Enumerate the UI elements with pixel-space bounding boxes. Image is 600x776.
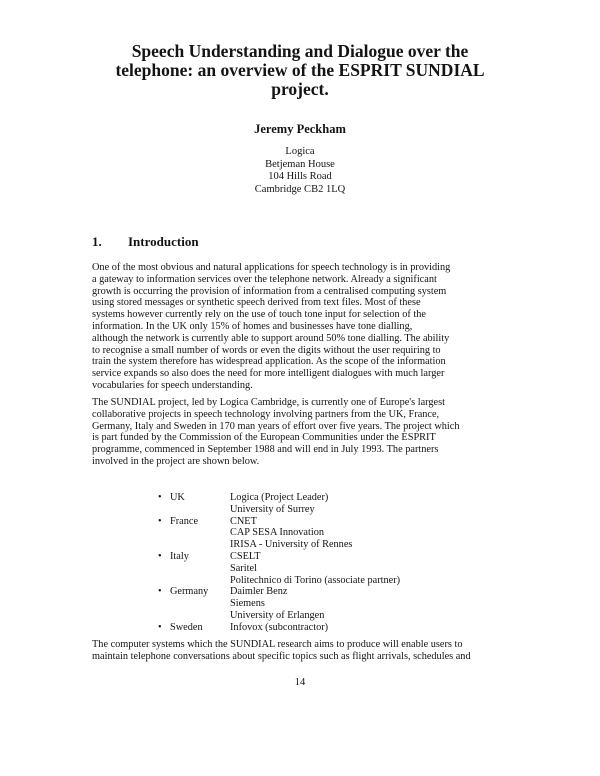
partner-list xyxy=(158,492,400,634)
text-line: train the system therefore has widespread application. As the scope of the information xyxy=(92,356,446,368)
partner-country xyxy=(158,504,230,516)
bullet-icon: • xyxy=(158,550,162,562)
partner-country xyxy=(158,551,230,563)
partner-country xyxy=(158,622,230,634)
section-heading xyxy=(92,234,199,250)
partner-row xyxy=(158,527,400,539)
partner-row xyxy=(158,539,400,551)
partner-country xyxy=(158,563,230,575)
author-name: Jeremy Peckham xyxy=(254,122,346,136)
partner-name: University of Erlangen xyxy=(230,609,325,621)
partner-country xyxy=(158,539,230,551)
partner-name: Infovox (subcontractor) xyxy=(230,621,329,633)
text-line: growth is occurring the provision of information from a centralised computing system xyxy=(92,285,447,297)
page-number: 14 xyxy=(294,677,306,688)
partner-name: CSELT xyxy=(230,550,261,562)
text-line: to recognise a small number of words or even the digits without the user requiring to xyxy=(92,344,441,356)
partner-country xyxy=(158,610,230,622)
text-line: maintain telephone conversations about specific topics such as flight arrivals, schedules and xyxy=(92,650,471,662)
text-line: vocabularies for speech understanding. xyxy=(92,379,253,391)
partner-country xyxy=(158,586,230,598)
text-line: systems however currently rely on the use of touch tone input for selection of the xyxy=(92,309,426,321)
intro-paragraph-3 xyxy=(92,639,508,663)
author-affiliation xyxy=(0,146,600,196)
text-line: programme, commenced in September 1988 and will end in July 1993. The partners xyxy=(92,444,439,456)
text-line: service expands so also does the need for more intelligent dialogues with much larger xyxy=(92,368,445,380)
partner-row xyxy=(158,575,400,587)
partner-row xyxy=(158,586,400,598)
partner-country xyxy=(158,516,230,528)
text-line: collaborative projects in speech technology involving partners from the UK, France, xyxy=(92,408,440,420)
partner-country xyxy=(158,575,230,587)
partner-row xyxy=(158,551,400,563)
title-line: telephone: an overview of the ESPRIT SUNDIAL xyxy=(115,60,485,80)
partner-name: University of Surrey xyxy=(230,503,315,515)
country-label: UK xyxy=(170,492,185,503)
text-line: although the network is currently able to support around 50% tone dialling. The ability xyxy=(92,332,450,344)
partner-row xyxy=(158,610,400,622)
country-label: Italy xyxy=(170,550,189,562)
affiliation-line: Logica xyxy=(285,146,315,157)
country-label: Germany xyxy=(170,586,209,598)
affiliation-line: Betjeman House xyxy=(265,158,335,170)
partner-name: Logica (Project Leader) xyxy=(230,492,329,503)
section-number: 1. xyxy=(92,234,102,249)
text-line: The SUNDIAL project, led by Logica Cambridge, is currently one of Europe's largest xyxy=(92,397,445,408)
partner-country xyxy=(158,492,230,504)
partner-name: Saritel xyxy=(230,562,257,574)
text-line: One of the most obvious and natural applications for speech technology is in providing xyxy=(92,262,451,273)
title-line: Speech Understanding and Dialogue over the xyxy=(131,41,469,61)
section-title: Introduction xyxy=(128,234,199,249)
affiliation-line: 104 Hills Road xyxy=(268,171,332,182)
partner-row xyxy=(158,563,400,575)
text-line: involved in the project are shown below. xyxy=(92,455,260,467)
partner-name: IRISA - University of Rennes xyxy=(230,539,353,551)
intro-paragraph-2 xyxy=(92,397,508,468)
affiliation-line: Cambridge CB2 1LQ xyxy=(254,183,346,195)
paper-title xyxy=(60,42,540,99)
partner-name: Daimler Benz xyxy=(230,586,288,598)
bullet-icon: • xyxy=(158,492,162,503)
bullet-icon: • xyxy=(158,621,162,633)
partner-name: CNET xyxy=(230,515,257,527)
partner-row xyxy=(158,492,400,504)
text-line: is part funded by the Commission of the European Communities under the ESPRIT xyxy=(92,432,436,444)
text-line: Germany, Italy and Sweden in 170 man years of effort over five years. The project which xyxy=(92,420,460,432)
partner-name: Politechnico di Torino (associate partner) xyxy=(230,574,401,586)
bullet-icon: • xyxy=(158,586,162,598)
country-label: Sweden xyxy=(170,621,203,633)
text-line: using stored messages or synthetic speech derived from text files. Most of these xyxy=(92,297,421,309)
partner-row xyxy=(158,598,400,610)
bullet-icon: • xyxy=(158,515,162,527)
text-line: The computer systems which the SUNDIAL research aims to produce will enable users to xyxy=(92,639,463,650)
text-line: information. In the UK only 15% of homes and businesses have tone dialling, xyxy=(92,320,413,332)
partner-name: CAP SESA Innovation xyxy=(230,527,325,539)
partner-country xyxy=(158,527,230,539)
title-line: project. xyxy=(271,79,329,99)
text-line: a gateway to information services over the telephone network. Already a significant xyxy=(92,273,437,285)
partner-country xyxy=(158,598,230,610)
intro-paragraph-1 xyxy=(92,262,508,392)
partner-row xyxy=(158,504,400,516)
partner-row xyxy=(158,516,400,528)
partner-row xyxy=(158,622,400,634)
partner-name: Siemens xyxy=(230,598,265,610)
country-label: France xyxy=(170,515,199,527)
